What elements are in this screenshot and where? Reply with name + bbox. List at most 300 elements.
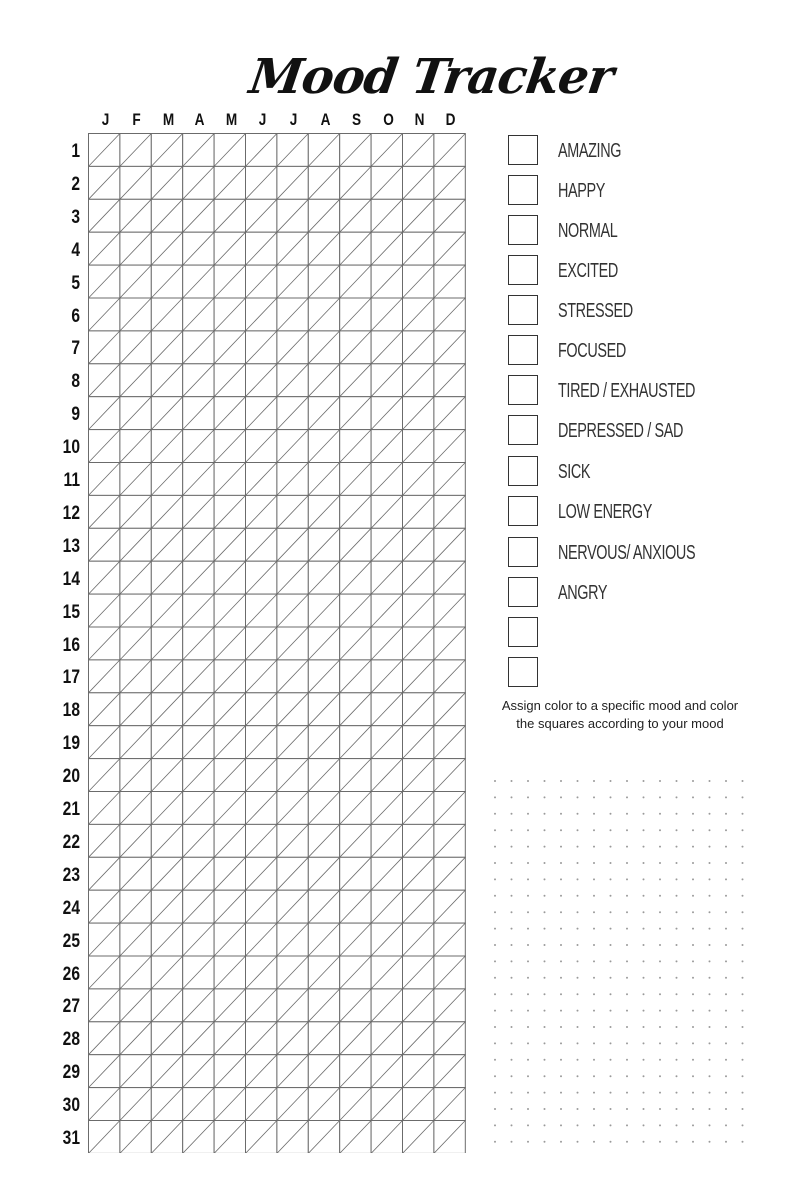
mood-cell[interactable] [371, 1055, 402, 1088]
mood-cell[interactable] [183, 660, 214, 693]
mood-cell[interactable] [371, 956, 402, 989]
mood-cell[interactable] [277, 627, 308, 660]
mood-cell[interactable] [434, 956, 465, 989]
mood-cell[interactable] [403, 759, 434, 792]
mood-cell[interactable] [183, 495, 214, 528]
mood-cell[interactable] [340, 463, 371, 496]
mood-cell[interactable] [371, 134, 402, 167]
mood-cell[interactable] [308, 298, 339, 331]
mood-cell[interactable] [214, 759, 245, 792]
mood-cell[interactable] [340, 232, 371, 265]
mood-cell[interactable] [277, 890, 308, 923]
mood-cell[interactable] [308, 693, 339, 726]
mood-cell[interactable] [183, 890, 214, 923]
mood-cell[interactable] [308, 166, 339, 199]
mood-cell[interactable] [214, 1022, 245, 1055]
mood-cell[interactable] [120, 463, 151, 496]
mood-cell[interactable] [183, 561, 214, 594]
mood-cell[interactable] [434, 594, 465, 627]
mood-cell[interactable] [183, 726, 214, 759]
mood-cell[interactable] [403, 463, 434, 496]
mood-cell[interactable] [89, 430, 120, 463]
mood-cell[interactable] [89, 989, 120, 1022]
mood-cell[interactable] [340, 265, 371, 298]
mood-cell[interactable] [151, 759, 182, 792]
mood-cell[interactable] [340, 561, 371, 594]
mood-cell[interactable] [308, 561, 339, 594]
mood-cell[interactable] [214, 1055, 245, 1088]
mood-cell[interactable] [308, 364, 339, 397]
mood-cell[interactable] [120, 1088, 151, 1121]
mood-cell[interactable] [183, 1121, 214, 1154]
mood-cell[interactable] [277, 199, 308, 232]
mood-cell[interactable] [246, 463, 277, 496]
mood-cell[interactable] [308, 726, 339, 759]
mood-cell[interactable] [308, 430, 339, 463]
mood-cell[interactable] [246, 364, 277, 397]
mood-cell[interactable] [183, 364, 214, 397]
mood-cell[interactable] [89, 199, 120, 232]
mood-cell[interactable] [120, 792, 151, 825]
mood-cell[interactable] [371, 989, 402, 1022]
mood-cell[interactable] [151, 134, 182, 167]
mood-cell[interactable] [120, 726, 151, 759]
mood-cell[interactable] [246, 857, 277, 890]
mood-cell[interactable] [214, 528, 245, 561]
mood-cell[interactable] [403, 1088, 434, 1121]
mood-cell[interactable] [89, 463, 120, 496]
mood-cell[interactable] [120, 1022, 151, 1055]
mood-cell[interactable] [371, 265, 402, 298]
mood-cell[interactable] [151, 166, 182, 199]
mood-cell[interactable] [340, 430, 371, 463]
mood-cell[interactable] [277, 989, 308, 1022]
mood-cell[interactable] [371, 627, 402, 660]
mood-cell[interactable] [120, 134, 151, 167]
mood-cell[interactable] [308, 792, 339, 825]
mood-cell[interactable] [371, 726, 402, 759]
mood-cell[interactable] [183, 298, 214, 331]
mood-cell[interactable] [434, 463, 465, 496]
mood-cell[interactable] [151, 561, 182, 594]
mood-cell[interactable] [214, 134, 245, 167]
mood-cell[interactable] [183, 857, 214, 890]
mood-cell[interactable] [371, 430, 402, 463]
mood-cell[interactable] [277, 759, 308, 792]
mood-cell[interactable] [246, 166, 277, 199]
mood-cell[interactable] [403, 495, 434, 528]
mood-cell[interactable] [120, 890, 151, 923]
mood-cell[interactable] [246, 265, 277, 298]
mood-cell[interactable] [89, 923, 120, 956]
mood-cell[interactable] [277, 463, 308, 496]
mood-cell[interactable] [183, 430, 214, 463]
mood-cell[interactable] [403, 199, 434, 232]
mood-cell[interactable] [246, 824, 277, 857]
mood-cell[interactable] [340, 199, 371, 232]
mood-cell[interactable] [246, 1055, 277, 1088]
mood-cell[interactable] [120, 693, 151, 726]
mood-cell[interactable] [89, 824, 120, 857]
mood-cell[interactable] [89, 693, 120, 726]
mood-cell[interactable] [340, 397, 371, 430]
legend-color-swatch[interactable] [508, 456, 538, 486]
mood-cell[interactable] [340, 726, 371, 759]
mood-cell[interactable] [89, 857, 120, 890]
mood-cell[interactable] [434, 923, 465, 956]
mood-cell[interactable] [277, 397, 308, 430]
mood-cell[interactable] [246, 923, 277, 956]
mood-cell[interactable] [183, 397, 214, 430]
mood-cell[interactable] [340, 890, 371, 923]
mood-cell[interactable] [308, 824, 339, 857]
mood-cell[interactable] [183, 166, 214, 199]
mood-cell[interactable] [308, 759, 339, 792]
mood-cell[interactable] [403, 331, 434, 364]
mood-cell[interactable] [214, 298, 245, 331]
mood-cell[interactable] [308, 660, 339, 693]
mood-cell[interactable] [340, 923, 371, 956]
mood-cell[interactable] [434, 166, 465, 199]
mood-cell[interactable] [151, 364, 182, 397]
mood-cell[interactable] [120, 857, 151, 890]
legend-color-swatch[interactable] [508, 537, 538, 567]
mood-cell[interactable] [183, 1022, 214, 1055]
mood-cell[interactable] [434, 561, 465, 594]
mood-cell[interactable] [340, 693, 371, 726]
legend-color-swatch[interactable] [508, 496, 538, 526]
mood-cell[interactable] [371, 693, 402, 726]
mood-cell[interactable] [434, 759, 465, 792]
mood-cell[interactable] [214, 824, 245, 857]
mood-cell[interactable] [151, 528, 182, 561]
mood-cell[interactable] [246, 627, 277, 660]
mood-cell[interactable] [151, 298, 182, 331]
mood-cell[interactable] [214, 265, 245, 298]
mood-cell[interactable] [183, 956, 214, 989]
mood-cell[interactable] [277, 594, 308, 627]
mood-cell[interactable] [214, 660, 245, 693]
mood-cell[interactable] [371, 199, 402, 232]
mood-cell[interactable] [89, 660, 120, 693]
mood-cell[interactable] [214, 199, 245, 232]
mood-cell[interactable] [214, 1121, 245, 1154]
mood-cell[interactable] [183, 989, 214, 1022]
mood-cell[interactable] [151, 726, 182, 759]
mood-cell[interactable] [434, 824, 465, 857]
mood-cell[interactable] [403, 627, 434, 660]
mood-cell[interactable] [214, 166, 245, 199]
mood-cell[interactable] [151, 265, 182, 298]
mood-cell[interactable] [371, 1022, 402, 1055]
mood-cell[interactable] [340, 1022, 371, 1055]
mood-cell[interactable] [277, 166, 308, 199]
mood-cell[interactable] [308, 495, 339, 528]
mood-cell[interactable] [403, 923, 434, 956]
mood-cell[interactable] [89, 495, 120, 528]
mood-cell[interactable] [371, 463, 402, 496]
mood-cell[interactable] [214, 956, 245, 989]
mood-cell[interactable] [340, 495, 371, 528]
mood-cell[interactable] [277, 923, 308, 956]
legend-color-swatch[interactable] [508, 617, 538, 647]
mood-cell[interactable] [308, 890, 339, 923]
mood-cell[interactable] [434, 627, 465, 660]
mood-cell[interactable] [403, 956, 434, 989]
mood-cell[interactable] [120, 397, 151, 430]
mood-cell[interactable] [434, 857, 465, 890]
mood-cell[interactable] [403, 594, 434, 627]
mood-cell[interactable] [214, 627, 245, 660]
mood-cell[interactable] [120, 495, 151, 528]
mood-cell[interactable] [89, 232, 120, 265]
mood-cell[interactable] [308, 1121, 339, 1154]
mood-cell[interactable] [277, 693, 308, 726]
mood-cell[interactable] [120, 528, 151, 561]
mood-cell[interactable] [434, 1055, 465, 1088]
legend-color-swatch[interactable] [508, 657, 538, 687]
mood-cell[interactable] [434, 890, 465, 923]
mood-cell[interactable] [89, 364, 120, 397]
mood-cell[interactable] [340, 989, 371, 1022]
mood-cell[interactable] [120, 331, 151, 364]
mood-cell[interactable] [89, 561, 120, 594]
legend-color-swatch[interactable] [508, 215, 538, 245]
mood-cell[interactable] [183, 331, 214, 364]
mood-cell[interactable] [120, 759, 151, 792]
mood-cell[interactable] [434, 1121, 465, 1154]
mood-cell[interactable] [151, 660, 182, 693]
mood-cell[interactable] [89, 331, 120, 364]
mood-cell[interactable] [214, 594, 245, 627]
mood-cell[interactable] [308, 232, 339, 265]
mood-cell[interactable] [403, 857, 434, 890]
mood-cell[interactable] [214, 561, 245, 594]
mood-cell[interactable] [340, 660, 371, 693]
mood-cell[interactable] [277, 134, 308, 167]
mood-cell[interactable] [434, 430, 465, 463]
mood-cell[interactable] [277, 430, 308, 463]
mood-cell[interactable] [277, 1055, 308, 1088]
mood-cell[interactable] [277, 528, 308, 561]
mood-cell[interactable] [340, 298, 371, 331]
mood-cell[interactable] [308, 199, 339, 232]
mood-cell[interactable] [246, 298, 277, 331]
mood-cell[interactable] [308, 627, 339, 660]
mood-cell[interactable] [183, 528, 214, 561]
mood-cell[interactable] [308, 1088, 339, 1121]
mood-cell[interactable] [183, 1055, 214, 1088]
mood-cell[interactable] [308, 1022, 339, 1055]
mood-cell[interactable] [151, 331, 182, 364]
mood-cell[interactable] [277, 495, 308, 528]
mood-cell[interactable] [151, 1088, 182, 1121]
mood-cell[interactable] [151, 693, 182, 726]
mood-cell[interactable] [308, 989, 339, 1022]
mood-cell[interactable] [183, 463, 214, 496]
mood-cell[interactable] [308, 397, 339, 430]
mood-cell[interactable] [183, 693, 214, 726]
mood-cell[interactable] [151, 824, 182, 857]
mood-cell[interactable] [120, 166, 151, 199]
mood-cell[interactable] [214, 495, 245, 528]
mood-cell[interactable] [89, 759, 120, 792]
mood-cell[interactable] [277, 1121, 308, 1154]
mood-cell[interactable] [434, 199, 465, 232]
mood-cell[interactable] [214, 726, 245, 759]
mood-cell[interactable] [151, 792, 182, 825]
mood-cell[interactable] [403, 792, 434, 825]
mood-cell[interactable] [214, 463, 245, 496]
mood-cell[interactable] [403, 298, 434, 331]
mood-cell[interactable] [403, 1055, 434, 1088]
mood-cell[interactable] [403, 528, 434, 561]
mood-cell[interactable] [151, 1055, 182, 1088]
mood-cell[interactable] [120, 298, 151, 331]
mood-cell[interactable] [340, 594, 371, 627]
mood-cell[interactable] [371, 923, 402, 956]
mood-cell[interactable] [371, 528, 402, 561]
mood-cell[interactable] [340, 857, 371, 890]
mood-cell[interactable] [403, 397, 434, 430]
mood-cell[interactable] [246, 726, 277, 759]
mood-cell[interactable] [246, 956, 277, 989]
mood-cell[interactable] [183, 923, 214, 956]
mood-cell[interactable] [434, 726, 465, 759]
legend-color-swatch[interactable] [508, 577, 538, 607]
legend-color-swatch[interactable] [508, 375, 538, 405]
mood-cell[interactable] [434, 1088, 465, 1121]
mood-cell[interactable] [151, 232, 182, 265]
mood-cell[interactable] [214, 397, 245, 430]
mood-cell[interactable] [277, 331, 308, 364]
mood-cell[interactable] [89, 397, 120, 430]
mood-cell[interactable] [120, 232, 151, 265]
mood-cell[interactable] [434, 232, 465, 265]
mood-cell[interactable] [246, 561, 277, 594]
mood-cell[interactable] [89, 1055, 120, 1088]
mood-cell[interactable] [403, 561, 434, 594]
mood-cell[interactable] [120, 364, 151, 397]
mood-cell[interactable] [434, 792, 465, 825]
mood-cell[interactable] [89, 726, 120, 759]
mood-cell[interactable] [89, 166, 120, 199]
mood-cell[interactable] [434, 364, 465, 397]
mood-cell[interactable] [434, 298, 465, 331]
mood-cell[interactable] [371, 298, 402, 331]
mood-cell[interactable] [277, 792, 308, 825]
mood-cell[interactable] [214, 989, 245, 1022]
mood-cell[interactable] [371, 364, 402, 397]
mood-cell[interactable] [403, 693, 434, 726]
mood-cell[interactable] [340, 1121, 371, 1154]
mood-cell[interactable] [308, 134, 339, 167]
mood-cell[interactable] [340, 1088, 371, 1121]
mood-cell[interactable] [371, 824, 402, 857]
mood-cell[interactable] [340, 331, 371, 364]
mood-cell[interactable] [120, 660, 151, 693]
mood-cell[interactable] [246, 1022, 277, 1055]
mood-cell[interactable] [120, 824, 151, 857]
mood-cell[interactable] [89, 1022, 120, 1055]
mood-cell[interactable] [151, 1121, 182, 1154]
mood-cell[interactable] [214, 693, 245, 726]
mood-cell[interactable] [151, 627, 182, 660]
mood-cell[interactable] [277, 561, 308, 594]
mood-cell[interactable] [277, 726, 308, 759]
mood-cell[interactable] [214, 890, 245, 923]
mood-cell[interactable] [246, 660, 277, 693]
mood-cell[interactable] [120, 561, 151, 594]
mood-cell[interactable] [403, 660, 434, 693]
mood-cell[interactable] [340, 1055, 371, 1088]
mood-cell[interactable] [246, 693, 277, 726]
mood-cell[interactable] [183, 759, 214, 792]
mood-cell[interactable] [151, 199, 182, 232]
mood-cell[interactable] [308, 956, 339, 989]
mood-cell[interactable] [214, 232, 245, 265]
mood-cell[interactable] [340, 166, 371, 199]
mood-cell[interactable] [151, 495, 182, 528]
mood-cell[interactable] [89, 298, 120, 331]
mood-cell[interactable] [403, 232, 434, 265]
legend-color-swatch[interactable] [508, 415, 538, 445]
mood-cell[interactable] [434, 1022, 465, 1055]
mood-cell[interactable] [246, 495, 277, 528]
mood-cell[interactable] [214, 792, 245, 825]
mood-cell[interactable] [246, 430, 277, 463]
mood-cell[interactable] [434, 495, 465, 528]
mood-cell[interactable] [89, 956, 120, 989]
mood-cell[interactable] [151, 857, 182, 890]
mood-cell[interactable] [89, 627, 120, 660]
mood-cell[interactable] [246, 528, 277, 561]
mood-cell[interactable] [434, 528, 465, 561]
mood-cell[interactable] [340, 792, 371, 825]
mood-cell[interactable] [308, 923, 339, 956]
mood-cell[interactable] [277, 298, 308, 331]
mood-cell[interactable] [151, 430, 182, 463]
mood-cell[interactable] [277, 265, 308, 298]
mood-cell[interactable] [371, 561, 402, 594]
mood-cell[interactable] [183, 824, 214, 857]
legend-color-swatch[interactable] [508, 135, 538, 165]
mood-cell[interactable] [151, 923, 182, 956]
mood-cell[interactable] [403, 166, 434, 199]
mood-cell[interactable] [151, 1022, 182, 1055]
mood-cell[interactable] [214, 331, 245, 364]
mood-cell[interactable] [371, 331, 402, 364]
mood-cell[interactable] [371, 1121, 402, 1154]
mood-cell[interactable] [214, 923, 245, 956]
mood-cell[interactable] [403, 364, 434, 397]
mood-cell[interactable] [246, 1121, 277, 1154]
mood-cell[interactable] [89, 594, 120, 627]
mood-cell[interactable] [120, 594, 151, 627]
mood-cell[interactable] [89, 134, 120, 167]
mood-cell[interactable] [403, 134, 434, 167]
mood-cell[interactable] [403, 824, 434, 857]
mood-cell[interactable] [183, 792, 214, 825]
legend-color-swatch[interactable] [508, 255, 538, 285]
mood-cell[interactable] [371, 232, 402, 265]
mood-cell[interactable] [89, 890, 120, 923]
mood-cell[interactable] [340, 759, 371, 792]
mood-cell[interactable] [403, 430, 434, 463]
mood-cell[interactable] [277, 1088, 308, 1121]
mood-cell[interactable] [183, 232, 214, 265]
mood-cell[interactable] [403, 265, 434, 298]
